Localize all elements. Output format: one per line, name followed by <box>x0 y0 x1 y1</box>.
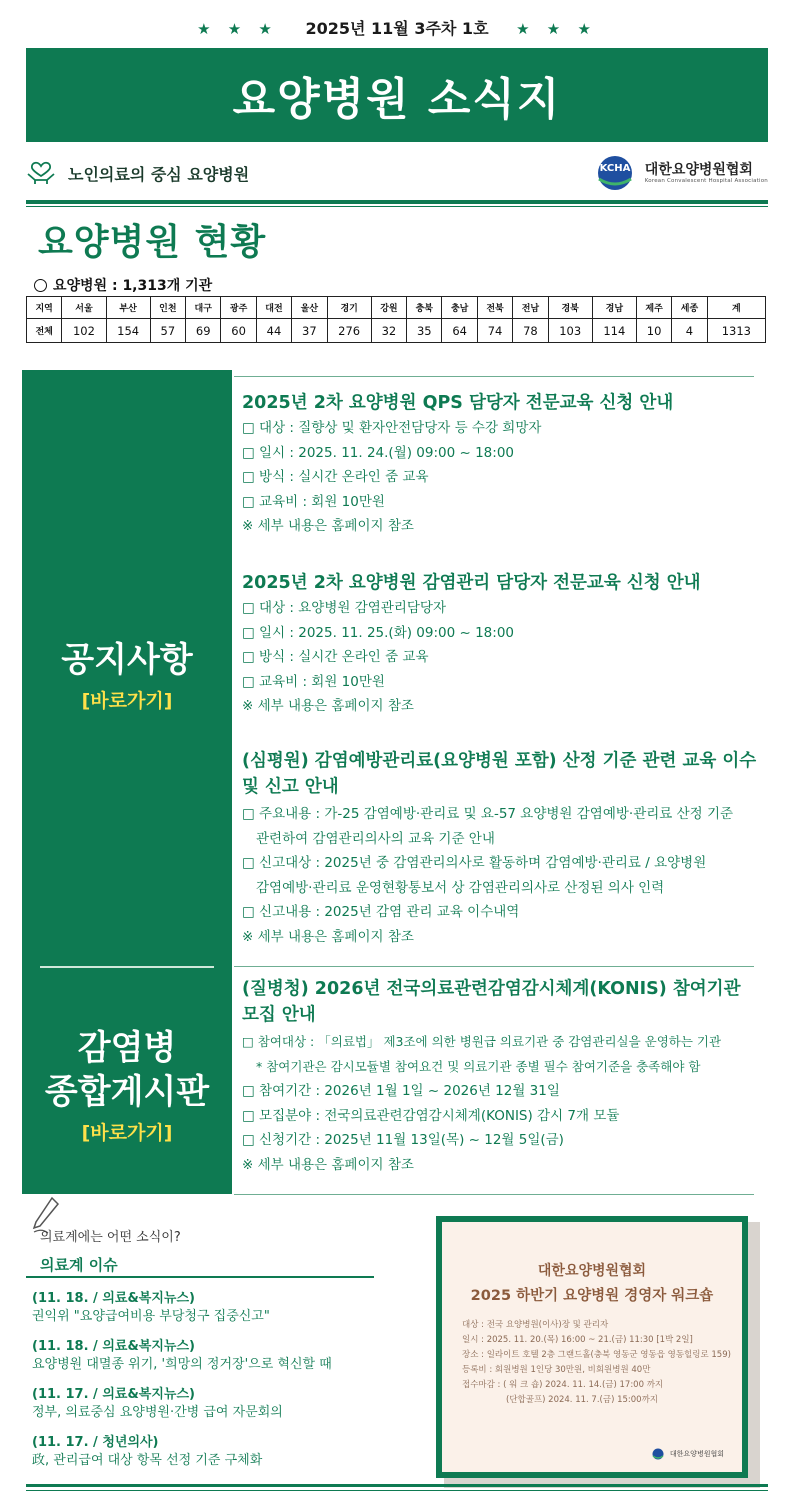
column-rule <box>234 966 754 967</box>
notice-line: □ 신청기간 : 2025년 11월 13일(목) ~ 12월 5일(금) <box>242 1132 564 1148</box>
table-header-cell: 세종 <box>672 297 707 319</box>
table-header-cell: 대구 <box>186 297 221 319</box>
column-rule <box>234 1194 754 1195</box>
table-header-cell: 충남 <box>442 297 477 319</box>
table-cell: 4 <box>672 319 707 343</box>
notice-link[interactable]: [바로가기] <box>81 690 173 712</box>
news-item[interactable] <box>32 1338 412 1374</box>
notice-section-label <box>22 638 232 713</box>
table-header-cell: 울산 <box>292 297 327 319</box>
table-header-cell: 광주 <box>221 297 256 319</box>
workshop-logo-label: 대한요양병원협회 <box>669 1450 724 1458</box>
table-cell: 10 <box>636 319 671 343</box>
infection-board-link[interactable]: [바로가기] <box>81 1122 173 1144</box>
notice-line: □ 교육비 : 회원 10만원 <box>242 493 385 510</box>
table-cell: 154 <box>106 319 150 343</box>
table-header-cell: 경기 <box>327 297 371 319</box>
workshop-title: 2025 하반기 요양병원 경영자 워크숍 <box>470 1288 714 1304</box>
table-header-row <box>27 297 766 319</box>
table-row <box>27 319 766 343</box>
news-date: (11. 17. / 청년의사) <box>32 1435 159 1450</box>
regional-stats-table <box>26 296 766 343</box>
workshop-line: 장소 : 일라이트 호텔 2층 그랜드홀(충북 영동군 영동읍 영동힐링로 159) <box>462 1350 731 1360</box>
notice-line: □ 참여기간 : 2026년 1월 1일 ~ 2026년 12월 31일 <box>242 1083 560 1099</box>
table-header-cell: 경북 <box>548 297 592 319</box>
notice-line: □ 교육비 : 회원 10만원 <box>242 673 385 690</box>
table-header-cell: 서울 <box>62 297 106 319</box>
tagline: 노인의료의 중심 요양병원 <box>68 164 250 184</box>
footer-rule-thin <box>26 1490 768 1491</box>
notice-line: □ 방식 : 실시간 온라인 줌 교육 <box>242 649 429 665</box>
infection-title-line2: 종합게시판 <box>44 1072 210 1112</box>
infection-title-line1: 감염병 <box>77 1028 177 1068</box>
table-header-cell: 제주 <box>636 297 671 319</box>
news-date: (11. 18. / 의료&복지뉴스) <box>32 1291 195 1306</box>
newsletter-title: 요양병원 소식지 <box>232 74 562 125</box>
issue-label: 2025년 11월 3주차 1호 <box>305 19 489 38</box>
news-heading: 의료계 이슈 <box>40 1256 118 1274</box>
table-cell: 78 <box>513 319 548 343</box>
notice-line: ※ 세부 내용은 홈페이지 참조 <box>242 698 414 714</box>
news-rule <box>26 1276 374 1278</box>
notice-line: □ 모집분야 : 전국의료관련감염감시체계(KONIS) 감시 7개 모듈 <box>242 1107 620 1124</box>
table-cell: 57 <box>150 319 185 343</box>
hospital-count <box>34 275 212 295</box>
news-headline[interactable]: 정부, 의료중심 요양병원·간병 급여 자문회의 <box>32 1405 283 1420</box>
table-cell: 1313 <box>707 319 765 343</box>
table-header-cell: 강원 <box>371 297 406 319</box>
workshop-organizer: 대한요양병원협회 <box>537 1263 647 1279</box>
table-header-cell: 전남 <box>513 297 548 319</box>
tagline-group <box>26 160 249 186</box>
stars-left: ★ ★ ★ <box>197 20 278 38</box>
infection-section-label <box>22 1026 232 1145</box>
notice-line: □ 대상 : 요양병원 감염관리담당자 <box>242 600 447 616</box>
subheader <box>26 150 768 196</box>
table-header-cell: 대전 <box>256 297 291 319</box>
circle-bullet-icon <box>34 279 47 292</box>
issue-line <box>0 16 794 39</box>
news-item[interactable] <box>32 1386 412 1422</box>
hospital-count-label: 요양병원 : 1,313개 기관 <box>53 278 213 294</box>
table-cell: 102 <box>62 319 106 343</box>
table-cell: 37 <box>292 319 327 343</box>
news-item[interactable] <box>32 1434 412 1470</box>
notice-line: 감염예방·관리료 운영현황통보서 상 감염관리의사로 산정된 의사 인력 <box>256 879 665 896</box>
kcha-logo-icon <box>593 155 637 191</box>
workshop-info <box>462 1318 742 1408</box>
newsletter-banner <box>26 48 768 142</box>
table-cell: 35 <box>407 319 442 343</box>
table-cell: 44 <box>256 319 291 343</box>
kcha-mini-logo-icon <box>650 1448 666 1460</box>
workshop-line: 접수마감 : ( 워 크 숍) 2024. 11. 14.(금) 17:00 까지 <box>462 1380 664 1390</box>
notice-line: □ 방식 : 실시간 온라인 줌 교육 <box>242 469 429 485</box>
header-rule-thin <box>26 206 768 207</box>
workshop-line: 대상 : 전국 요양병원(이사)장 및 관리자 <box>462 1320 609 1330</box>
news-item[interactable] <box>32 1290 412 1326</box>
association-name-en: Korean Convalescent Hospital Association <box>644 178 768 184</box>
notice-line: □ 신고내용 : 2025년 감염 관리 교육 이수내역 <box>242 904 520 920</box>
notice-line: □ 대상 : 질향상 및 환자안전담당자 등 수강 희망자 <box>242 420 542 436</box>
table-cell: 276 <box>327 319 371 343</box>
notice-title-cont[interactable]: 모집 안내 <box>242 1005 316 1025</box>
workshop-logo <box>650 1448 724 1460</box>
notice-line: □ 신고대상 : 2025년 중 감염관리의사로 활동하며 감염예방·관리료 / 요양병원 <box>242 855 707 871</box>
footer-rule <box>26 1484 768 1487</box>
notice-line: ※ 세부 내용은 홈페이지 참조 <box>242 518 414 534</box>
caring-hands-icon <box>26 160 56 186</box>
news-headline[interactable]: 요양병원 대멸종 위기, '희망의 정거장'으로 혁신할 때 <box>32 1357 332 1372</box>
table-cell: 114 <box>592 319 636 343</box>
notice-title: 공지사항 <box>61 640 193 680</box>
workshop-line: 등록비 : 회원병원 1인당 30만원, 비회원병원 40만 <box>462 1365 651 1375</box>
logo-text: KCHA <box>599 163 631 174</box>
news-date: (11. 18. / 의료&복지뉴스) <box>32 1339 195 1354</box>
table-cell: 60 <box>221 319 256 343</box>
notice-title[interactable]: 2025년 2차 요양병원 감염관리 담당자 전문교육 신청 안내 <box>242 573 701 593</box>
notice-title[interactable]: (심평원) 감염예방관리료(요양병원 포함) 산정 기준 관련 교육 이수 <box>242 751 757 771</box>
stars-right: ★ ★ ★ <box>516 20 597 38</box>
notice-title-cont[interactable]: 및 신고 안내 <box>242 777 339 797</box>
notice-line: ※ 세부 내용은 홈페이지 참조 <box>242 1156 414 1173</box>
notice-item <box>242 390 772 539</box>
notice-line: □ 일시 : 2025. 11. 25.(화) 09:00 ~ 18:00 <box>242 624 514 641</box>
status-title: 요양병원 현황 <box>38 222 267 263</box>
table-header-cell: 충북 <box>407 297 442 319</box>
notice-line: □ 주요내용 : 가-25 감염예방·관리료 및 요-57 요양병원 감염예방·관리료 산정 기준 <box>242 806 734 822</box>
table-cell: 103 <box>548 319 592 343</box>
notice-item <box>242 570 772 719</box>
notice-item <box>242 748 772 949</box>
news-intro: 의료계에는 어떤 소식이? <box>40 1230 181 1245</box>
table-header-cell: 경남 <box>592 297 636 319</box>
table-cell: 74 <box>477 319 512 343</box>
table-cell: 전체 <box>27 319 62 343</box>
news-headline[interactable]: 政, 관리급여 대상 항목 선정 기준 구체화 <box>32 1453 263 1468</box>
news-headline[interactable]: 권익위 "요양급여비용 부당청구 집중신고" <box>32 1309 270 1324</box>
header-rule <box>26 200 768 204</box>
news-date: (11. 17. / 의료&복지뉴스) <box>32 1387 195 1402</box>
table-header-cell: 전북 <box>477 297 512 319</box>
notice-line: ※ 세부 내용은 홈페이지 참조 <box>242 928 414 945</box>
table-cell: 69 <box>186 319 221 343</box>
table-header-cell: 부산 <box>106 297 150 319</box>
table-cell: 64 <box>442 319 477 343</box>
table-header-cell: 계 <box>707 297 765 319</box>
notice-item <box>242 976 772 1177</box>
workshop-line: 일시 : 2025. 11. 20.(목) 16:00 ~ 21.(금) 11:30 [1박 2일] <box>462 1335 693 1345</box>
notice-line: 관련하여 감염관리의사의 교육 기준 안내 <box>256 830 495 847</box>
workshop-line: (단합골프) 2024. 11. 7.(금) 15:00까지 <box>506 1395 659 1405</box>
table-cell: 32 <box>371 319 406 343</box>
sidebar <box>22 370 232 1194</box>
association-name: 대한요양병원협회 <box>644 162 753 178</box>
notice-line: □ 일시 : 2025. 11. 24.(월) 09:00 ~ 18:00 <box>242 444 514 461</box>
sidebar-divider <box>40 966 214 968</box>
notice-line: * 참여기관은 감시모듈별 참여요건 및 의료기관 종별 필수 참여기준을 충족해야 함 <box>256 1058 701 1074</box>
workshop-card[interactable] <box>436 1216 748 1478</box>
notice-line: □ 참여대상 : 「의료법」 제3조에 의한 병원급 의료기관 중 감염관리실을 운영하는 기관 <box>242 1034 722 1049</box>
column-rule <box>234 376 754 377</box>
notice-title[interactable]: 2025년 2차 요양병원 QPS 담당자 전문교육 신청 안내 <box>242 393 674 413</box>
table-header-cell: 인천 <box>150 297 185 319</box>
association-logo[interactable] <box>593 155 768 191</box>
table-header-cell: 지역 <box>27 297 62 319</box>
notice-title[interactable]: (질병청) 2026년 전국의료관련감염감시체계(KONIS) 참여기관 <box>242 979 741 999</box>
